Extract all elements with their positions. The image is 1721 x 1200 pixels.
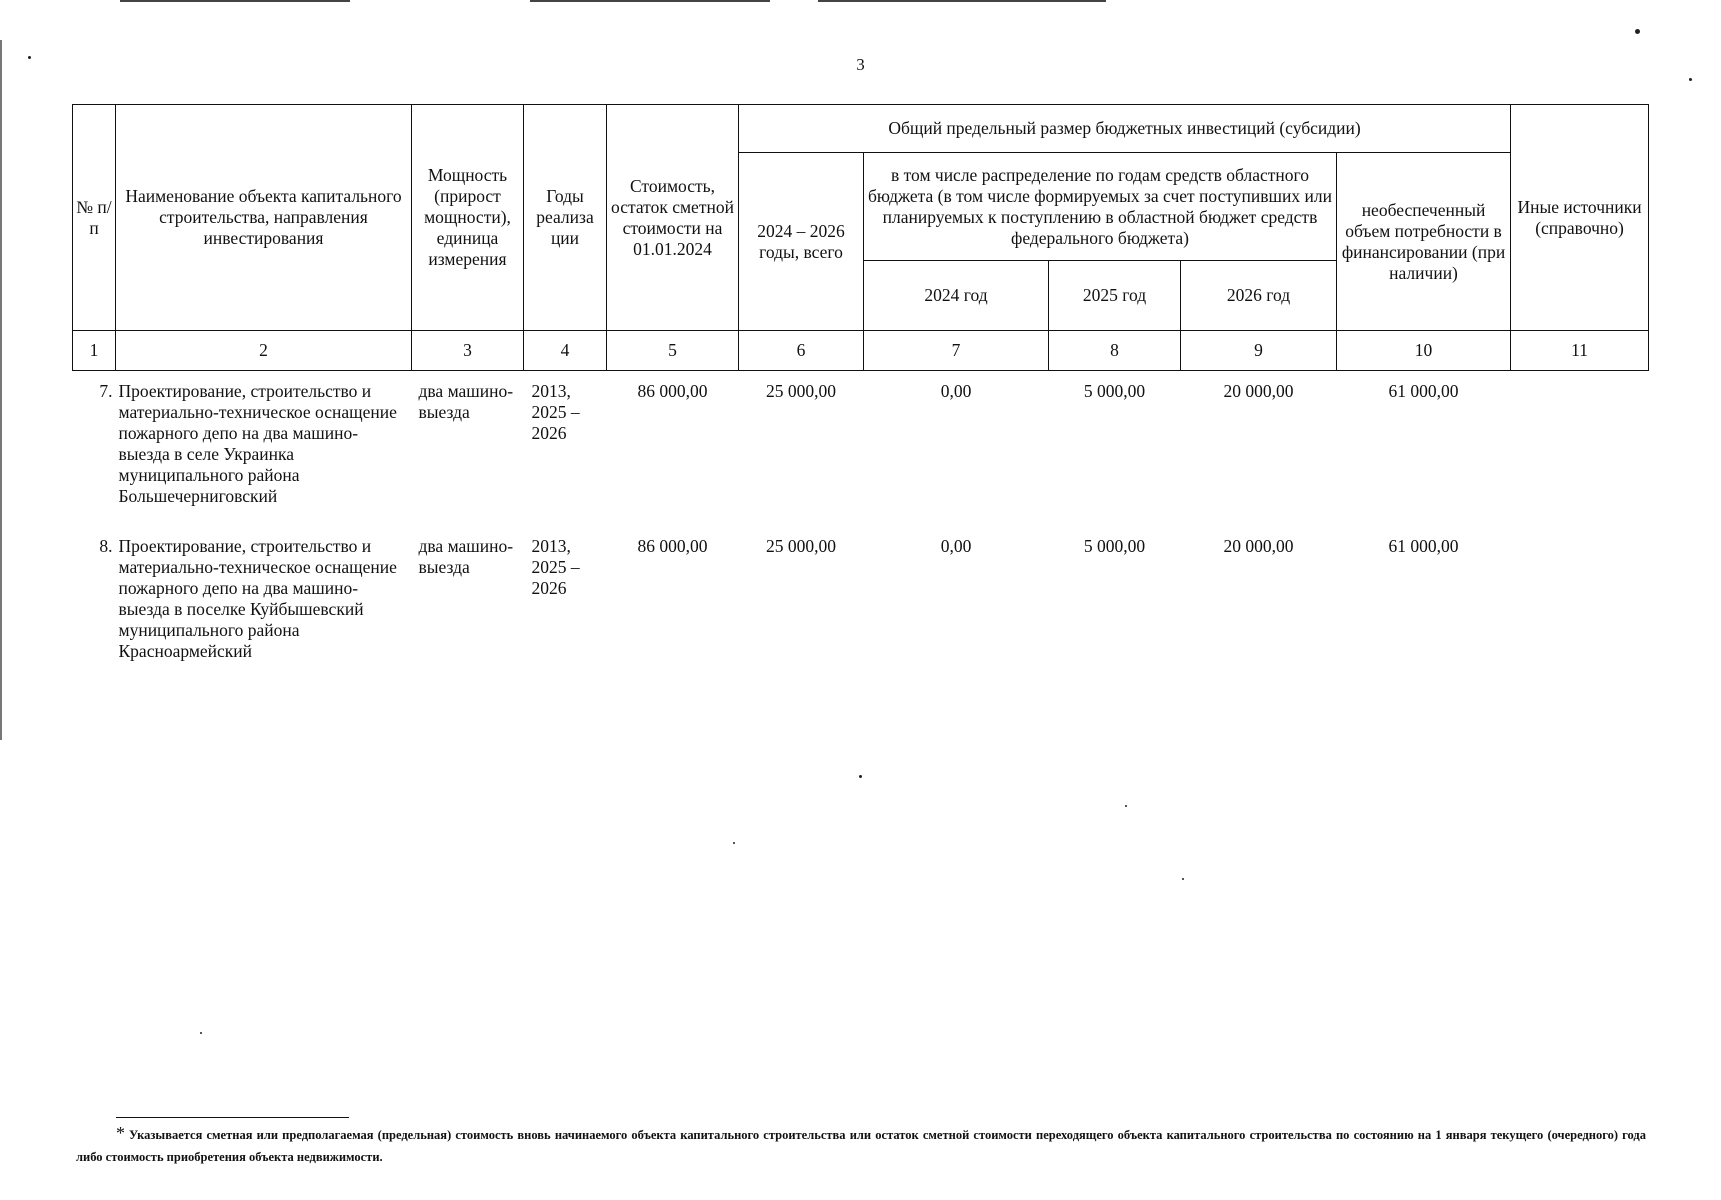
row-years: 2013, 2025 – 2026 — [531, 536, 580, 598]
scan-speck — [1125, 805, 1127, 807]
header-unfunded: необеспеченный объем потребности в финансировании (при наличии) — [1337, 153, 1511, 331]
row-2026: 20 000,00 — [1223, 536, 1294, 556]
investment-table — [72, 104, 1649, 662]
row-object-name: Проектирование, строительство и материально-техническое оснащение пожарного депо на два машино-выезда в селе Украинка муниципального района Большечерниговский — [118, 381, 397, 506]
row-capacity: два машино- выезда — [418, 381, 514, 422]
row-object-name: Проектирование, строительство и материально-техническое оснащение пожарного депо на два машино-выезда в поселке Куйбышевский муниципального района Красноармейский — [118, 536, 397, 661]
scan-artifact — [530, 0, 770, 2]
column-numbering-row — [73, 331, 1649, 371]
column-number: 9 — [1181, 331, 1337, 371]
column-number: 5 — [607, 331, 739, 371]
footnote-text: Указывается сметная или предполагаемая (предельная) стоимость вновь начинаемого объекта капитального строительства или остаток сметной стоимости переходящего объекта капитального строительства по состоянию на 1 января текущего (очередного) года либо стоимость приобретения объекта недвижимости. — [76, 1128, 1646, 1164]
scan-speck — [1689, 78, 1692, 81]
scan-artifact — [818, 0, 1106, 2]
row-2025: 5 000,00 — [1083, 381, 1146, 401]
column-number: 11 — [1511, 331, 1649, 371]
column-number: 4 — [524, 331, 607, 371]
column-number: 6 — [739, 331, 864, 371]
row-2025: 5 000,00 — [1083, 536, 1146, 556]
footnote — [76, 1120, 1646, 1167]
header-cost: Стоимость, остаток сметной стоимости на 01.01.2024 — [607, 105, 739, 331]
table-row — [73, 371, 1649, 525]
header-index: № п/п — [73, 105, 116, 331]
column-number: 1 — [73, 331, 116, 371]
row-index: 8. — [99, 536, 113, 556]
column-number: 10 — [1337, 331, 1511, 371]
header-total: 2024 – 2026 годы, всего — [739, 153, 864, 331]
row-unfunded: 61 000,00 — [1388, 536, 1459, 556]
row-2024: 0,00 — [940, 536, 972, 556]
row-2026: 20 000,00 — [1223, 381, 1294, 401]
header-2025: 2025 год — [1049, 261, 1181, 331]
column-number: 8 — [1049, 331, 1181, 371]
column-number: 3 — [412, 331, 524, 371]
row-other — [1511, 371, 1649, 525]
column-number: 2 — [116, 331, 412, 371]
scan-speck — [1182, 878, 1184, 880]
scan-speck — [200, 1032, 202, 1034]
row-total: 25 000,00 — [766, 381, 836, 401]
row-2024: 0,00 — [940, 381, 972, 401]
scan-speck — [733, 842, 735, 844]
row-unfunded: 61 000,00 — [1388, 381, 1459, 401]
header-capacity: Мощность (прирост мощности), единица измерения — [412, 105, 524, 331]
row-total: 25 000,00 — [766, 536, 836, 556]
row-capacity: два машино- выезда — [418, 536, 514, 577]
page-number: 3 — [856, 55, 865, 74]
row-years: 2013, 2025 – 2026 — [531, 381, 580, 443]
row-other — [1511, 524, 1649, 662]
scan-speck — [859, 775, 862, 778]
header-2024: 2024 год — [864, 261, 1049, 331]
table-row — [73, 524, 1649, 662]
header-years: Годы реализа ции — [524, 105, 607, 331]
header-other-sources: Иные источники (справочно) — [1511, 105, 1649, 331]
header-name: Наименование объекта капитального строительства, направления инвестирования — [116, 105, 412, 331]
scan-artifact — [120, 0, 350, 2]
row-cost: 86 000,00 — [637, 536, 708, 556]
scan-speck — [1635, 29, 1640, 34]
header-2026: 2026 год — [1181, 261, 1337, 331]
footnote-divider — [116, 1117, 349, 1118]
column-number: 7 — [864, 331, 1049, 371]
header-subgroup-regional: в том числе распределение по годам средств областного бюджета (в том числе формируемых за счет поступивших или планируемых к поступлению в областной бюджет средств федерального бюджета) — [864, 153, 1337, 261]
row-index: 7. — [99, 381, 113, 401]
header-group-investments: Общий предельный размер бюджетных инвестиций (субсидии) — [739, 105, 1511, 153]
row-cost: 86 000,00 — [637, 381, 708, 401]
footnote-mark: * — [116, 1123, 125, 1143]
scan-edge — [0, 40, 2, 740]
